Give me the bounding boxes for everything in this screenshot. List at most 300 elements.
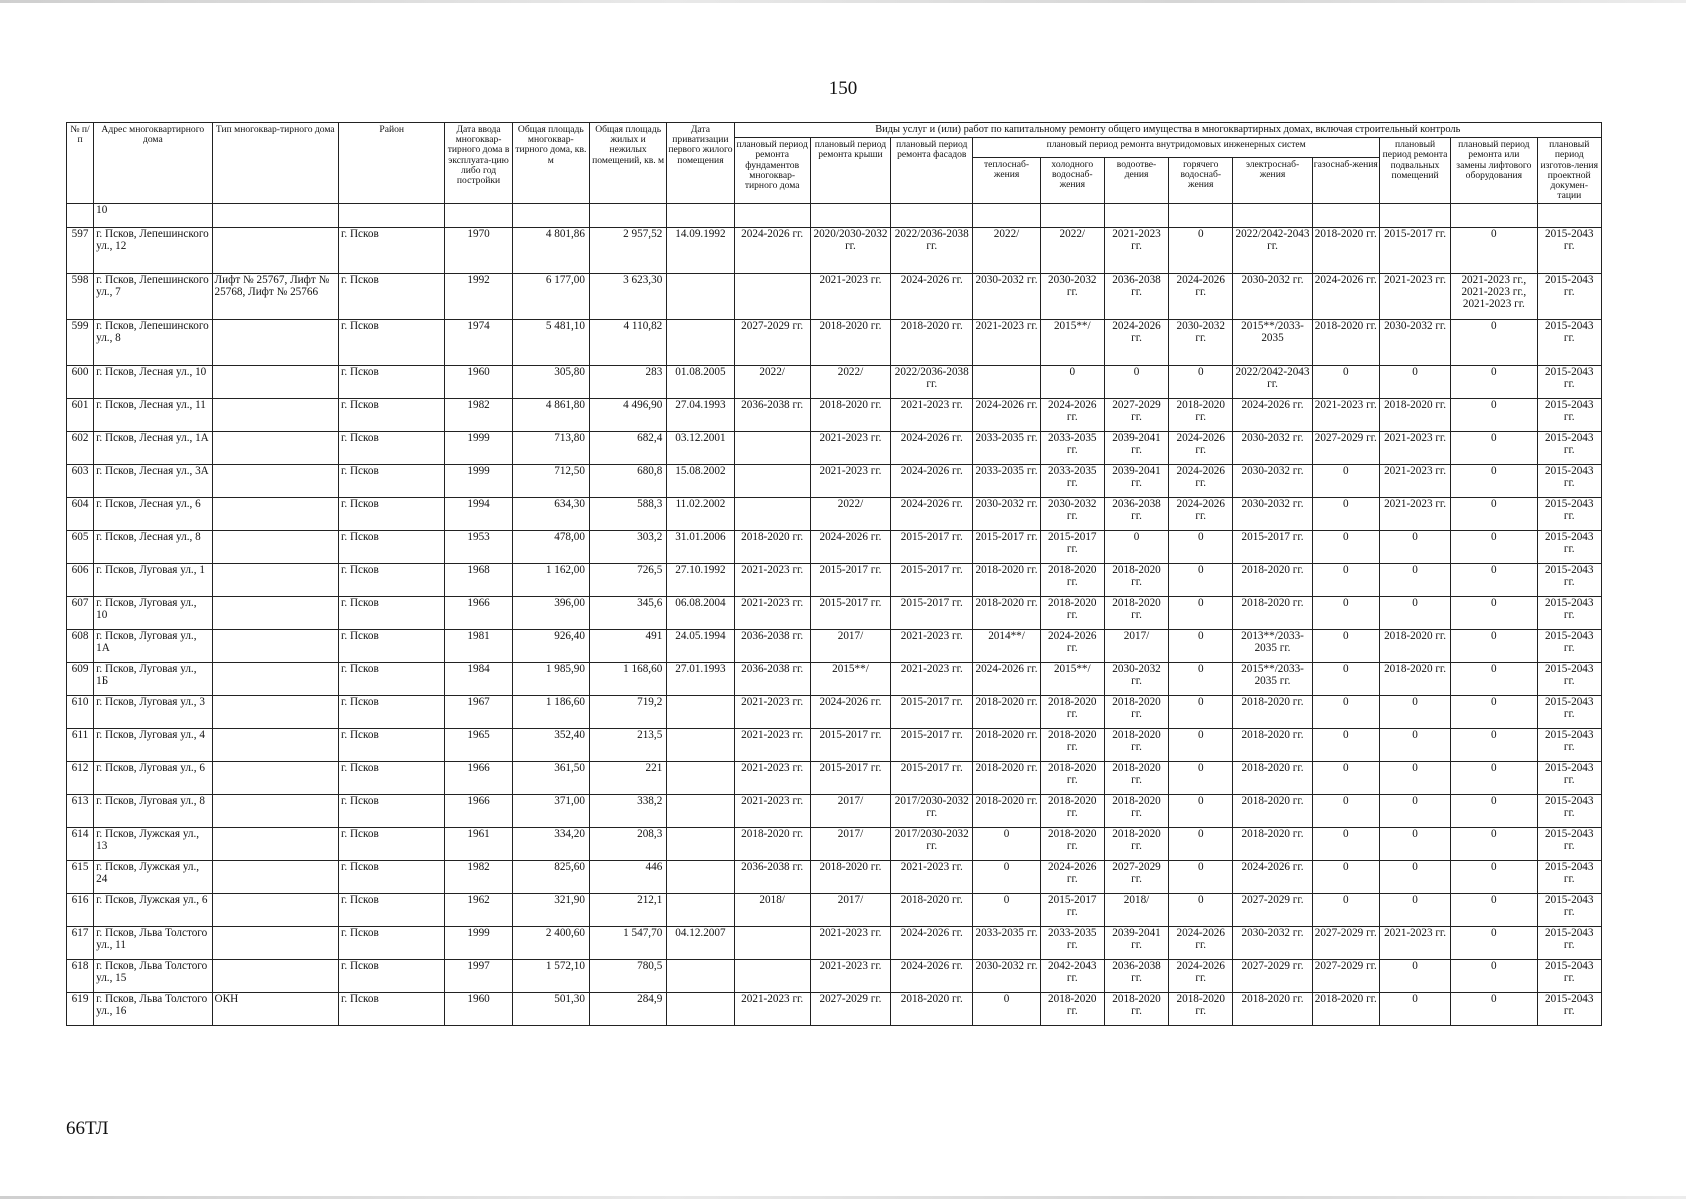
cell-cold-water: 2015**/: [1040, 663, 1104, 696]
cell-electricity: 2018-2020 гг.: [1233, 729, 1312, 762]
cell-address: г. Псков, Лесная ул., 1А: [94, 432, 212, 465]
cell-district: г. Псков: [339, 465, 445, 498]
cell-type: ОКН: [212, 993, 338, 1026]
cell-living-area: 680,8: [589, 465, 666, 498]
cell-elevator: 0: [1451, 366, 1537, 399]
table-row: [67, 531, 1602, 564]
cell-year: 1967: [445, 696, 512, 729]
table-row: [67, 828, 1602, 861]
cell-type: [212, 432, 338, 465]
cell-elevator: 0: [1451, 564, 1537, 597]
cell-drainage: 2036-2038 гг.: [1104, 498, 1168, 531]
cell-drainage: 2018-2020 гг.: [1104, 762, 1168, 795]
cell-basement: 2021-2023 гг.: [1379, 274, 1450, 320]
cell-basement: 0: [1379, 366, 1450, 399]
cell-elevator: 0: [1451, 498, 1537, 531]
cell-year: 1994: [445, 498, 512, 531]
cell-num: 600: [67, 366, 94, 399]
index-cell-empty: [1169, 204, 1233, 228]
cell-district: г. Псков: [339, 663, 445, 696]
cell-foundation: 2021-2023 гг.: [734, 729, 810, 762]
index-cell-empty: [589, 204, 666, 228]
cell-design-docs: 2015-2043 гг.: [1537, 320, 1601, 366]
cell-privatization-date: 03.12.2001: [667, 432, 734, 465]
cell-privatization-date: 15.08.2002: [667, 465, 734, 498]
cell-district: г. Псков: [339, 366, 445, 399]
cell-total-area: 478,00: [512, 531, 589, 564]
cell-elevator: 0: [1451, 432, 1537, 465]
cell-living-area: 446: [589, 861, 666, 894]
cell-num: 610: [67, 696, 94, 729]
cell-foundation: 2021-2023 гг.: [734, 762, 810, 795]
cell-facade: 2024-2026 гг.: [891, 960, 973, 993]
cell-living-area: 4 110,82: [589, 320, 666, 366]
cell-heating: 2018-2020 гг.: [973, 795, 1040, 828]
cell-cold-water: 2018-2020 гг.: [1040, 993, 1104, 1026]
cell-living-area: 780,5: [589, 960, 666, 993]
cell-facade: 2018-2020 гг.: [891, 320, 973, 366]
cell-electricity: 2015**/2033-2035: [1233, 320, 1312, 366]
cell-foundation: 2036-2038 гг.: [734, 663, 810, 696]
cell-foundation: 2021-2023 гг.: [734, 993, 810, 1026]
cell-drainage: 2018-2020 гг.: [1104, 828, 1168, 861]
cell-design-docs: 2015-2043 гг.: [1537, 531, 1601, 564]
table-row: [67, 597, 1602, 630]
cell-num: 612: [67, 762, 94, 795]
cell-design-docs: 2015-2043 гг.: [1537, 993, 1601, 1026]
cell-electricity: 2018-2020 гг.: [1233, 564, 1312, 597]
cell-roof: 2027-2029 гг.: [810, 993, 890, 1026]
cell-electricity: 2030-2032 гг.: [1233, 274, 1312, 320]
cell-num: 599: [67, 320, 94, 366]
cell-basement: 2030-2032 гг.: [1379, 320, 1450, 366]
cell-foundation: 2021-2023 гг.: [734, 795, 810, 828]
cell-facade: 2015-2017 гг.: [891, 597, 973, 630]
cell-num: 606: [67, 564, 94, 597]
cell-drainage: 2036-2038 гг.: [1104, 960, 1168, 993]
cell-roof: 2021-2023 гг.: [810, 465, 890, 498]
header-address: Адрес многоквартирного дома: [94, 123, 212, 204]
cell-basement: 2018-2020 гг.: [1379, 399, 1450, 432]
cell-electricity: 2018-2020 гг.: [1233, 795, 1312, 828]
cell-electricity: 2030-2032 гг.: [1233, 465, 1312, 498]
cell-num: 607: [67, 597, 94, 630]
cell-hot-water: 0: [1169, 228, 1233, 274]
cell-roof: 2021-2023 гг.: [810, 927, 890, 960]
cell-num: 601: [67, 399, 94, 432]
cell-gas: 0: [1312, 894, 1379, 927]
table-row: [67, 861, 1602, 894]
cell-address: г. Псков, Лепешинского ул., 12: [94, 228, 212, 274]
cell-cold-water: 2022/: [1040, 228, 1104, 274]
header-privatization-date: Дата приватизации первого жилого помещения: [667, 123, 734, 204]
cell-total-area: 334,20: [512, 828, 589, 861]
cell-living-area: 221: [589, 762, 666, 795]
cell-num: 609: [67, 663, 94, 696]
cell-gas: 2027-2029 гг.: [1312, 432, 1379, 465]
table-body: [67, 204, 1602, 1026]
cell-privatization-date: [667, 861, 734, 894]
index-cell-empty: [339, 204, 445, 228]
cell-electricity: 2018-2020 гг.: [1233, 993, 1312, 1026]
cell-facade: 2024-2026 гг.: [891, 927, 973, 960]
cell-district: г. Псков: [339, 228, 445, 274]
cell-facade: 2021-2023 гг.: [891, 861, 973, 894]
table-row: [67, 366, 1602, 399]
cell-address: г. Псков, Льва Толстого ул., 16: [94, 993, 212, 1026]
cell-design-docs: 2015-2043 гг.: [1537, 465, 1601, 498]
cell-electricity: 2022/2042-2043 гг.: [1233, 366, 1312, 399]
table-row: [67, 320, 1602, 366]
index-cell-label: 10: [94, 204, 212, 228]
cell-design-docs: 2015-2043 гг.: [1537, 564, 1601, 597]
cell-district: г. Псков: [339, 762, 445, 795]
cell-address: г. Псков, Лесная ул., 11: [94, 399, 212, 432]
cell-address: г. Псков, Лесная ул., 6: [94, 498, 212, 531]
cell-total-area: 926,40: [512, 630, 589, 663]
cell-type: [212, 927, 338, 960]
cell-cold-water: 2024-2026 гг.: [1040, 861, 1104, 894]
cell-drainage: 2018-2020 гг.: [1104, 993, 1168, 1026]
cell-basement: 2021-2023 гг.: [1379, 927, 1450, 960]
cell-electricity: 2030-2032 гг.: [1233, 927, 1312, 960]
cell-total-area: 2 400,60: [512, 927, 589, 960]
cell-elevator: 0: [1451, 729, 1537, 762]
cell-privatization-date: [667, 795, 734, 828]
cell-year: 1982: [445, 861, 512, 894]
cell-year: 1966: [445, 762, 512, 795]
cell-elevator: 0: [1451, 630, 1537, 663]
cell-drainage: 0: [1104, 531, 1168, 564]
cell-year: 1960: [445, 993, 512, 1026]
cell-roof: 2017/: [810, 795, 890, 828]
cell-total-area: 396,00: [512, 597, 589, 630]
cell-cold-water: 2018-2020 гг.: [1040, 564, 1104, 597]
cell-living-area: 212,1: [589, 894, 666, 927]
cell-facade: 2022/2036-2038 гг.: [891, 366, 973, 399]
cell-district: г. Псков: [339, 729, 445, 762]
cell-type: [212, 320, 338, 366]
cell-roof: 2021-2023 гг.: [810, 432, 890, 465]
cell-foundation: 2027-2029 гг.: [734, 320, 810, 366]
header-design-docs: плановый период изготов-ления проектной докумен-тации: [1537, 138, 1601, 204]
cell-hot-water: 0: [1169, 366, 1233, 399]
cell-district: г. Псков: [339, 274, 445, 320]
cell-basement: 2021-2023 гг.: [1379, 432, 1450, 465]
cell-total-area: 361,50: [512, 762, 589, 795]
cell-elevator: 0: [1451, 531, 1537, 564]
table-row: [67, 399, 1602, 432]
cell-total-area: 4 861,80: [512, 399, 589, 432]
cell-electricity: 2018-2020 гг.: [1233, 597, 1312, 630]
cell-type: [212, 531, 338, 564]
cell-total-area: 501,30: [512, 993, 589, 1026]
cell-roof: 2022/: [810, 366, 890, 399]
table-row: [67, 465, 1602, 498]
cell-basement: 0: [1379, 531, 1450, 564]
cell-living-area: 726,5: [589, 564, 666, 597]
cell-design-docs: 2015-2043 гг.: [1537, 927, 1601, 960]
cell-roof: 2017/: [810, 828, 890, 861]
cell-num: 608: [67, 630, 94, 663]
cell-basement: 2021-2023 гг.: [1379, 465, 1450, 498]
cell-hot-water: 2018-2020 гг.: [1169, 993, 1233, 1026]
table-row: [67, 993, 1602, 1026]
table-row: [67, 274, 1602, 320]
header-living-area: Общая площадь жилых и нежилых помещений, кв. м: [589, 123, 666, 204]
cell-privatization-date: [667, 762, 734, 795]
cell-hot-water: 2024-2026 гг.: [1169, 960, 1233, 993]
index-cell-empty: [973, 204, 1040, 228]
table-header: [67, 123, 1602, 204]
cell-address: г. Псков, Луговая ул., 1: [94, 564, 212, 597]
cell-heating: 0: [973, 993, 1040, 1026]
cell-year: 1961: [445, 828, 512, 861]
cell-elevator: 0: [1451, 960, 1537, 993]
cell-privatization-date: 31.01.2006: [667, 531, 734, 564]
cell-facade: 2015-2017 гг.: [891, 729, 973, 762]
cell-year: 1968: [445, 564, 512, 597]
cell-privatization-date: [667, 320, 734, 366]
cell-year: 1966: [445, 795, 512, 828]
cell-address: г. Псков, Луговая ул., 4: [94, 729, 212, 762]
cell-address: г. Псков, Луговая ул., 10: [94, 597, 212, 630]
cell-living-area: 208,3: [589, 828, 666, 861]
cell-design-docs: 2015-2043 гг.: [1537, 762, 1601, 795]
cell-privatization-date: 27.04.1993: [667, 399, 734, 432]
cell-num: 615: [67, 861, 94, 894]
cell-address: г. Псков, Льва Толстого ул., 11: [94, 927, 212, 960]
index-cell-empty: [667, 204, 734, 228]
header-num: № п/п: [67, 123, 94, 204]
table-row: [67, 498, 1602, 531]
cell-design-docs: 2015-2043 гг.: [1537, 366, 1601, 399]
cell-heating: 0: [973, 828, 1040, 861]
cell-basement: 2021-2023 гг.: [1379, 498, 1450, 531]
cell-basement: 0: [1379, 960, 1450, 993]
cell-year: 1960: [445, 366, 512, 399]
index-cell-empty: [445, 204, 512, 228]
footer-mark: 66ТЛ: [66, 1118, 109, 1139]
header-commission-date: Дата ввода многоквар-тирного дома в эксплуата-цию либо год постройки: [445, 123, 512, 204]
cell-num: 602: [67, 432, 94, 465]
cell-num: 616: [67, 894, 94, 927]
cell-address: г. Псков, Лесная ул., 8: [94, 531, 212, 564]
cell-address: г. Псков, Луговая ул., 6: [94, 762, 212, 795]
cell-design-docs: 2015-2043 гг.: [1537, 432, 1601, 465]
cell-facade: 2022/2036-2038 гг.: [891, 228, 973, 274]
cell-elevator: 0: [1451, 696, 1537, 729]
cell-cold-water: 2018-2020 гг.: [1040, 696, 1104, 729]
cell-num: 605: [67, 531, 94, 564]
cell-heating: 2018-2020 гг.: [973, 696, 1040, 729]
index-cell-empty: [212, 204, 338, 228]
cell-hot-water: 0: [1169, 564, 1233, 597]
cell-address: г. Псков, Лесная ул., 3А: [94, 465, 212, 498]
capital-repair-table: [66, 122, 1602, 1026]
cell-year: 1966: [445, 597, 512, 630]
index-cell-empty: [1379, 204, 1450, 228]
cell-privatization-date: 27.01.1993: [667, 663, 734, 696]
cell-facade: 2015-2017 гг.: [891, 564, 973, 597]
cell-total-area: 352,40: [512, 729, 589, 762]
table-row: [67, 762, 1602, 795]
cell-gas: 0: [1312, 465, 1379, 498]
cell-privatization-date: [667, 696, 734, 729]
cell-gas: 0: [1312, 762, 1379, 795]
cell-gas: 0: [1312, 630, 1379, 663]
cell-privatization-date: [667, 274, 734, 320]
table-row: [67, 927, 1602, 960]
cell-drainage: 2018-2020 гг.: [1104, 696, 1168, 729]
cell-type: [212, 762, 338, 795]
cell-year: 1965: [445, 729, 512, 762]
cell-basement: 0: [1379, 894, 1450, 927]
cell-electricity: 2030-2032 гг.: [1233, 498, 1312, 531]
cell-heating: 0: [973, 894, 1040, 927]
cell-year: 1953: [445, 531, 512, 564]
cell-design-docs: 2015-2043 гг.: [1537, 228, 1601, 274]
cell-roof: 2015-2017 гг.: [810, 729, 890, 762]
header-drainage: водоотве-дения: [1104, 158, 1168, 204]
cell-address: г. Псков, Луговая ул., 1Б: [94, 663, 212, 696]
cell-district: г. Псков: [339, 828, 445, 861]
cell-heating: 2018-2020 гг.: [973, 564, 1040, 597]
cell-address: г. Псков, Луговая ул., 8: [94, 795, 212, 828]
cell-hot-water: 0: [1169, 630, 1233, 663]
cell-total-area: 712,50: [512, 465, 589, 498]
cell-roof: 2024-2026 гг.: [810, 531, 890, 564]
cell-num: 617: [67, 927, 94, 960]
cell-year: 1997: [445, 960, 512, 993]
cell-cold-water: 2033-2035 гг.: [1040, 465, 1104, 498]
cell-type: [212, 228, 338, 274]
page-number: 150: [828, 78, 858, 99]
cell-type: [212, 399, 338, 432]
cell-roof: 2021-2023 гг.: [810, 960, 890, 993]
cell-basement: 0: [1379, 828, 1450, 861]
cell-gas: 0: [1312, 696, 1379, 729]
cell-facade: 2018-2020 гг.: [891, 894, 973, 927]
cell-roof: 2021-2023 гг.: [810, 274, 890, 320]
cell-type: [212, 465, 338, 498]
cell-year: 1999: [445, 432, 512, 465]
cell-facade: 2021-2023 гг.: [891, 663, 973, 696]
cell-gas: 2024-2026 гг.: [1312, 274, 1379, 320]
cell-heating: 2024-2026 гг.: [973, 399, 1040, 432]
cell-roof: 2024-2026 гг.: [810, 696, 890, 729]
cell-heating: 2024-2026 гг.: [973, 663, 1040, 696]
cell-design-docs: 2015-2043 гг.: [1537, 861, 1601, 894]
cell-roof: 2018-2020 гг.: [810, 861, 890, 894]
cell-cold-water: 2030-2032 гг.: [1040, 274, 1104, 320]
cell-total-area: 825,60: [512, 861, 589, 894]
cell-electricity: 2027-2029 гг.: [1233, 894, 1312, 927]
cell-heating: 2030-2032 гг.: [973, 960, 1040, 993]
cell-drainage: 2018-2020 гг.: [1104, 597, 1168, 630]
cell-foundation: [734, 465, 810, 498]
index-cell-empty: [512, 204, 589, 228]
header-works-group: Виды услуг и (или) работ по капитальному ремонту общего имущества в многоквартирных домах, включая строительный контроль: [734, 123, 1601, 138]
cell-district: г. Псков: [339, 894, 445, 927]
cell-type: [212, 663, 338, 696]
table-row: [67, 729, 1602, 762]
header-hot-water: горячего водоснаб-жения: [1169, 158, 1233, 204]
cell-basement: 2015-2017 гг.: [1379, 228, 1450, 274]
table-row: [67, 696, 1602, 729]
cell-privatization-date: 14.09.1992: [667, 228, 734, 274]
cell-num: 614: [67, 828, 94, 861]
cell-roof: 2020/2030-2032 гг.: [810, 228, 890, 274]
cell-foundation: [734, 432, 810, 465]
cell-gas: 2021-2023 гг.: [1312, 399, 1379, 432]
cell-electricity: 2018-2020 гг.: [1233, 762, 1312, 795]
cell-facade: 2024-2026 гг.: [891, 432, 973, 465]
cell-facade: 2021-2023 гг.: [891, 630, 973, 663]
cell-living-area: 588,3: [589, 498, 666, 531]
cell-drainage: 2018-2020 гг.: [1104, 564, 1168, 597]
table-row: [67, 432, 1602, 465]
cell-roof: 2018-2020 гг.: [810, 399, 890, 432]
cell-type: [212, 366, 338, 399]
cell-living-area: 283: [589, 366, 666, 399]
cell-cold-water: 2024-2026 гг.: [1040, 630, 1104, 663]
cell-facade: 2017/2030-2032 гг.: [891, 795, 973, 828]
cell-living-area: 303,2: [589, 531, 666, 564]
index-cell-empty: [1312, 204, 1379, 228]
cell-hot-water: 2024-2026 гг.: [1169, 274, 1233, 320]
cell-design-docs: 2015-2043 гг.: [1537, 630, 1601, 663]
cell-hot-water: 2024-2026 гг.: [1169, 465, 1233, 498]
cell-roof: 2015-2017 гг.: [810, 564, 890, 597]
index-cell-empty: [1233, 204, 1312, 228]
header-heating: теплоснаб-жения: [973, 158, 1040, 204]
table-row: [67, 228, 1602, 274]
cell-basement: 0: [1379, 795, 1450, 828]
cell-hot-water: 0: [1169, 795, 1233, 828]
cell-electricity: 2024-2026 гг.: [1233, 399, 1312, 432]
cell-foundation: 2022/: [734, 366, 810, 399]
cell-type: [212, 498, 338, 531]
cell-address: г. Псков, Лесная ул., 10: [94, 366, 212, 399]
cell-year: 1974: [445, 320, 512, 366]
cell-district: г. Псков: [339, 795, 445, 828]
cell-basement: 0: [1379, 729, 1450, 762]
cell-address: г. Псков, Льва Толстого ул., 15: [94, 960, 212, 993]
cell-hot-water: 0: [1169, 663, 1233, 696]
cell-basement: 0: [1379, 597, 1450, 630]
cell-privatization-date: 27.10.1992: [667, 564, 734, 597]
cell-gas: 0: [1312, 828, 1379, 861]
cell-gas: 0: [1312, 531, 1379, 564]
cell-gas: 2018-2020 гг.: [1312, 320, 1379, 366]
cell-year: 1962: [445, 894, 512, 927]
cell-heating: 2033-2035 гг.: [973, 465, 1040, 498]
cell-foundation: [734, 960, 810, 993]
cell-privatization-date: [667, 729, 734, 762]
cell-facade: 2024-2026 гг.: [891, 498, 973, 531]
cell-drainage: 2018-2020 гг.: [1104, 795, 1168, 828]
cell-facade: 2024-2026 гг.: [891, 274, 973, 320]
cell-elevator: 0: [1451, 465, 1537, 498]
cell-gas: 2027-2029 гг.: [1312, 960, 1379, 993]
cell-drainage: 2039-2041 гг.: [1104, 927, 1168, 960]
cell-living-area: 719,2: [589, 696, 666, 729]
cell-roof: 2022/: [810, 498, 890, 531]
cell-facade: 2021-2023 гг.: [891, 399, 973, 432]
cell-basement: 0: [1379, 564, 1450, 597]
cell-drainage: 2027-2029 гг.: [1104, 399, 1168, 432]
